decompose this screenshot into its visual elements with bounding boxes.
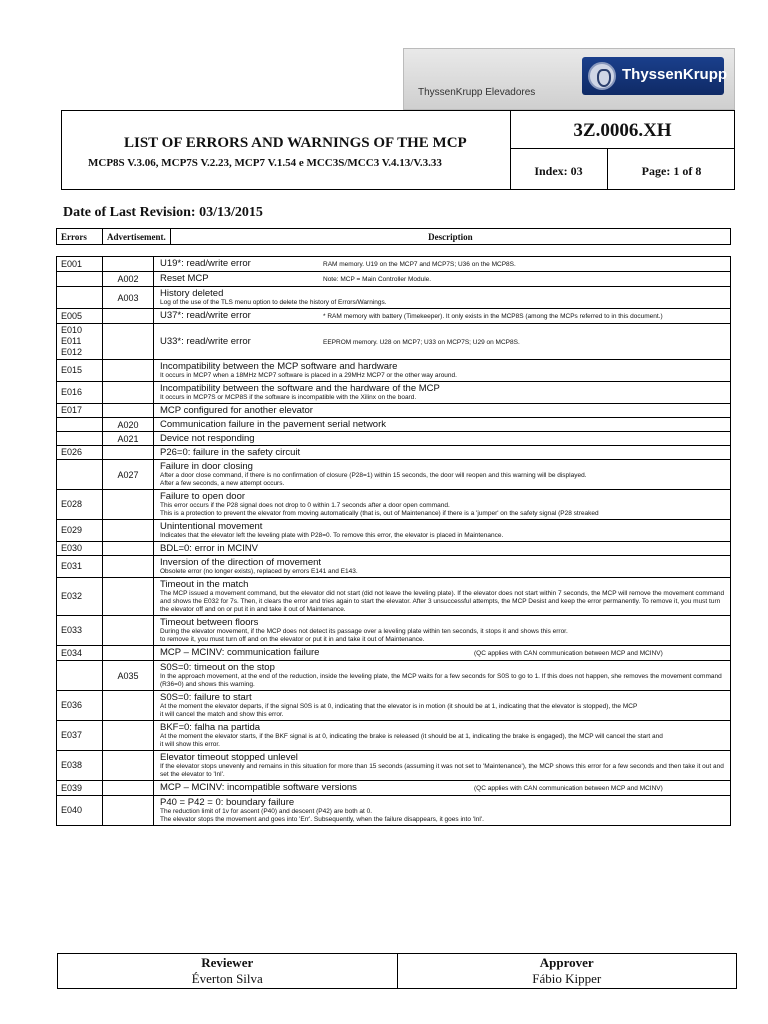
description-title-line [160,521,726,532]
revision-date: Date of Last Revision: 03/13/2015 [63,205,263,220]
error-code-cell [57,646,103,661]
description-cell [154,661,731,691]
approver-label: Approver [539,955,594,970]
warning-code-cell [103,418,154,432]
description-note: (QC applies with CAN communication between MCP and MCINV) [474,785,663,792]
warning-code-cell [103,721,154,751]
description-title: S0S=0: failure to start [160,692,252,703]
table-row [57,691,731,721]
warning-code-cell [103,446,154,460]
error-code-cell [57,382,103,404]
description-title-line [160,258,726,270]
error-code: E029 [61,525,83,535]
description-title-line [160,557,726,568]
warning-code-cell [103,520,154,542]
table-row [57,309,731,324]
error-code-cell [57,324,103,360]
description-title: Elevator timeout stopped unlevel [160,752,298,763]
description-detail: The MCP issued a movement command, but the elevator did not start (did not leave the leveling plate). If the elevator does not start within 7 seconds, the MCP will remove the movement command and shows the E032 for 7s. Then, it clears the error and tries again to start the elevator. After 3 unsuccessful attempts, the MCP Desist and keep the error permanently. To remove it, you must turn the elevator off and on or put it in and take it out of Maintenance. [160,590,725,613]
error-code-cell [57,796,103,826]
warning-code-cell [103,781,154,796]
description-note: EEPROM memory. U28 on MCP7; U33 on MCP7S; U29 on MCP8S. [323,338,520,346]
table-row [57,360,731,382]
document-code: 3Z.0006.XH [573,120,672,141]
warning-code-cell [103,309,154,324]
error-code-cell [57,309,103,324]
warning-code-cell [103,382,154,404]
error-code: E010 E011 E012 [61,325,83,357]
description-title: MCP – MCINV: communication failure [160,647,320,658]
error-code-cell [57,432,103,446]
table-row [57,418,731,432]
warning-code-cell [103,796,154,826]
column-header-description: Description [170,229,730,245]
error-code-cell [57,360,103,382]
table-row [57,542,731,556]
description-title: Failure to open door [160,491,246,502]
description-title: Incompatibility between the MCP software and hardware [160,361,398,372]
description-title: P40 = P42 = 0: boundary failure [160,797,295,808]
error-code-cell [57,520,103,542]
error-code: E037 [61,730,83,740]
warning-code-cell [103,287,154,309]
error-code-cell [57,578,103,616]
description-cell [154,646,731,661]
description-note: * RAM memory with battery (Timekeeper). It only exists in the MCP8S (among the MCPs referred to in this document.) [323,313,663,320]
error-code-cell [57,781,103,796]
description-title: U37*: read/write error [160,310,251,321]
error-code: E033 [61,625,83,635]
warning-code-cell [103,661,154,691]
description-title-line [160,419,726,430]
error-code-cell [57,460,103,490]
description-note: (QC applies with CAN communication between MCP and MCINV) [474,650,663,657]
description-cell [154,287,731,309]
error-code-cell [57,556,103,578]
description-title-line [160,662,726,673]
description-cell [154,360,731,382]
description-title-line [160,692,726,703]
approver-name: Fábio Kipper [532,971,602,986]
description-detail: At the moment the elevator starts, if the BKF signal is at 0, indicating the brake is released (it should be at 1, indicating the brake is engaged), the MCP will cancel the start and [160,733,663,740]
warning-code-cell [103,691,154,721]
description-cell [154,616,731,646]
description-title: Reset MCP [160,273,209,284]
signature-table [57,953,737,989]
description-note: Note: MCP = Main Controller Module. [323,276,432,283]
description-title: MCP – MCINV: incompatible software versions [160,782,357,793]
document-index: Index: 03 [534,164,583,178]
description-detail: to remove it, you must turn off and on the elevator or put it in and take it out of Maintenance. [160,636,425,643]
warning-code-cell [103,324,154,360]
page-number: Page: 1 of 8 [641,164,702,178]
document-title: LIST OF ERRORS AND WARNINGS OF THE MCP [124,135,467,151]
table-row [57,404,731,418]
table-row [57,578,731,616]
description-title: History deleted [160,288,224,299]
description-detail: During the elevator movement, if the MCP does not detect its passage over a leveling plate within ten seconds, it stops it and shows this error. [160,628,568,635]
description-title-line [160,617,726,628]
document-title-block [61,110,735,190]
description-cell [154,272,731,287]
description-cell [154,432,731,446]
error-code: E034 [61,647,83,658]
description-title-line [160,491,726,502]
description-title-line [160,447,726,458]
table-row [57,287,731,309]
approver-cell [397,954,737,989]
warning-code: A035 [117,670,139,681]
warning-code-cell [103,646,154,661]
description-title: U33*: read/write error [160,335,251,347]
warning-code-cell [103,460,154,490]
column-header-errors: Errors [57,229,103,245]
description-cell [154,324,731,360]
warning-code-cell [103,360,154,382]
description-title: Failure in door closing [160,461,253,472]
description-title: Timeout in the match [160,579,249,590]
description-cell [154,404,731,418]
description-detail: If the elevator stops unevenly and remains in this situation for more than 15 seconds (assuming it was not set to 'Maintenance'), the MCP shows this error for a few seconds and then take it out and set the elevator to 'Inl'. [160,763,724,778]
company-subtitle: ThyssenKrupp Elevadores [418,87,536,98]
error-code-cell [57,661,103,691]
description-title: Communication failure in the pavement serial network [160,419,386,430]
warning-code-cell [103,542,154,556]
table-row [57,382,731,404]
table-row [57,272,731,287]
description-title: Inversion of the direction of movement [160,557,322,568]
table-row [57,751,731,781]
reviewer-name: Éverton Silva [191,971,263,986]
description-detail: The elevator stops the movement and goes into 'Err'. Subsequently, when the failure disappears, it goes into 'Inl'. [160,816,484,823]
error-code-cell [57,542,103,556]
description-cell [154,542,731,556]
description-detail: It occurs in MCP7S or MCP8S if the software is incompatible with the Xilinx on the board. [160,394,417,401]
description-detail: After a door close command, if there is no confirmation of closure (P28=1) within 15 seconds, the door will reopen and this warning will be displayed. [160,472,587,479]
error-code-cell [57,490,103,520]
errors-table [56,256,731,826]
description-title-line [160,752,726,763]
error-code-cell [57,691,103,721]
error-code: E026 [61,447,83,457]
description-title-line [160,336,726,348]
error-code-cell [57,257,103,272]
description-title: Incompatibility between the software and the hardware of the MCP [160,383,440,394]
description-note: RAM memory. U19 on the MCP7 and MCP7S; U36 on the MCP8S. [323,261,516,268]
description-title-line [160,383,726,394]
logo-emblem-icon [588,62,616,90]
description-title: Device not responding [160,433,255,444]
error-code: E040 [61,805,83,815]
warning-code-cell [103,490,154,520]
error-code: E015 [61,365,83,375]
description-title-line [160,461,726,472]
description-detail: In the approach movement, at the end of the reduction, inside the leveling plate, the MCP waits for a few seconds for S0S to go to 1. If this does not happen, she removes the movement command (R36=0) and shows this warning. [160,673,722,688]
description-title: S0S=0: timeout on the stop [160,662,275,673]
description-title-line [160,782,726,794]
table-row [57,661,731,691]
description-cell [154,796,731,826]
description-cell [154,721,731,751]
description-title-line [160,647,726,659]
description-title: BDL=0: error in MCINV [160,543,258,554]
description-detail: At the moment the elevator departs, if the signal S0S is at 0, indicating that the elevator is in motion (it should be at 1, indicating that the elevator is stopped), the MCP [160,703,638,710]
description-title-line [160,405,726,416]
description-cell [154,257,731,272]
thyssenkrupp-logo [582,57,728,95]
table-row [57,646,731,661]
error-code: E039 [61,782,83,793]
column-header-table [56,228,731,245]
description-cell [154,781,731,796]
error-code: E005 [61,310,83,321]
error-code: E028 [61,499,83,509]
description-title-line [160,722,726,733]
warning-code-cell [103,272,154,287]
errors-table-body [57,257,731,826]
error-code: E016 [61,387,83,397]
warning-code-cell [103,257,154,272]
table-row [57,781,731,796]
description-title: Timeout between floors [160,617,259,628]
column-header-advertisement: Advertisement. [103,229,171,245]
error-code-cell [57,751,103,781]
error-code: E030 [61,543,83,553]
warning-code-cell [103,751,154,781]
description-cell [154,520,731,542]
description-title-line [160,288,726,299]
company-logo-banner [403,48,735,110]
description-cell [154,460,731,490]
description-cell [154,309,731,324]
description-detail: The reduction limit of 1v for ascent (P40) and descent (P42) are both at 0. [160,808,373,815]
table-row [57,257,731,272]
divider [510,148,735,149]
description-cell [154,490,731,520]
error-code-cell [57,272,103,287]
warning-code-cell [103,556,154,578]
error-code-cell [57,616,103,646]
table-row [57,556,731,578]
table-row [57,432,731,446]
description-title-line [160,273,726,285]
description-cell [154,751,731,781]
error-code-cell [57,287,103,309]
logo-text: ThyssenKrupp [622,66,728,83]
description-detail: Obsolete error (no longer exists), replaced by errors E141 and E143. [160,568,358,575]
description-title: P26=0: failure in the safety circuit [160,447,301,458]
warning-code-cell [103,578,154,616]
table-row [57,490,731,520]
reviewer-cell [58,954,398,989]
description-detail: This error occurs if the P28 signal does not drop to 0 within 1.7 seconds after a door open command. [160,502,450,509]
description-title-line [160,361,726,372]
table-row [57,616,731,646]
description-title-line [160,543,726,554]
error-code: E017 [61,405,83,415]
warning-code: A021 [117,433,139,444]
table-row [57,721,731,751]
warning-code: A020 [117,419,139,430]
error-code-cell [57,446,103,460]
description-cell [154,446,731,460]
description-title-line [160,579,726,590]
description-detail: it will show this error. [160,741,220,748]
table-row [57,446,731,460]
error-code: E032 [61,591,83,601]
warning-code: A002 [117,274,139,284]
error-code: E036 [61,700,83,710]
description-title-line [160,797,726,808]
error-code-cell [57,404,103,418]
warning-code: A003 [117,292,139,303]
description-detail: After a few seconds, a new attempt occurs. [160,480,285,487]
description-cell [154,418,731,432]
description-title: BKF=0: falha na partida [160,722,261,733]
error-code-cell [57,418,103,432]
description-cell [154,578,731,616]
error-code-cell [57,721,103,751]
description-detail: It occurs in MCP7 when a 18MHz MCP7 software is placed in a 29MHz MCP7 or the other way around. [160,372,457,379]
reviewer-label: Reviewer [201,955,254,970]
table-row [57,324,731,360]
description-title-line [160,310,726,322]
error-code: E038 [61,760,83,770]
description-detail: This is a protection to prevent the elevator from moving automatically (that is, out of Maintenance) if there is a 'jumper' on the safety signal (P28 streaked [160,510,599,517]
table-row [57,520,731,542]
description-cell [154,556,731,578]
description-title-line [160,433,726,444]
description-cell [154,382,731,404]
description-detail: it will cancel the match and show this error. [160,711,284,718]
description-cell [154,691,731,721]
warning-code: A027 [117,469,139,480]
description-title: U19*: read/write error [160,258,251,269]
description-detail: Log of the use of the TLS menu option to delete the history of Errors/Warnings. [160,299,387,306]
document-subtitle: MCP8S V.3.06, MCP7S V.2.23, MCP7 V.1.54 e MCC3S/MCC3 V.4.13/V.3.33 [88,157,442,169]
error-code: E001 [61,258,83,269]
warning-code-cell [103,432,154,446]
table-row [57,796,731,826]
description-title: Unintentional movement [160,521,263,532]
table-row [57,460,731,490]
warning-code-cell [103,404,154,418]
warning-code-cell [103,616,154,646]
description-title: MCP configured for another elevator [160,405,313,416]
description-detail: Indicates that the elevator left the leveling plate with P28=0. To remove this error, the elevator is placed in Maintenance. [160,532,504,539]
error-code: E031 [61,561,83,571]
